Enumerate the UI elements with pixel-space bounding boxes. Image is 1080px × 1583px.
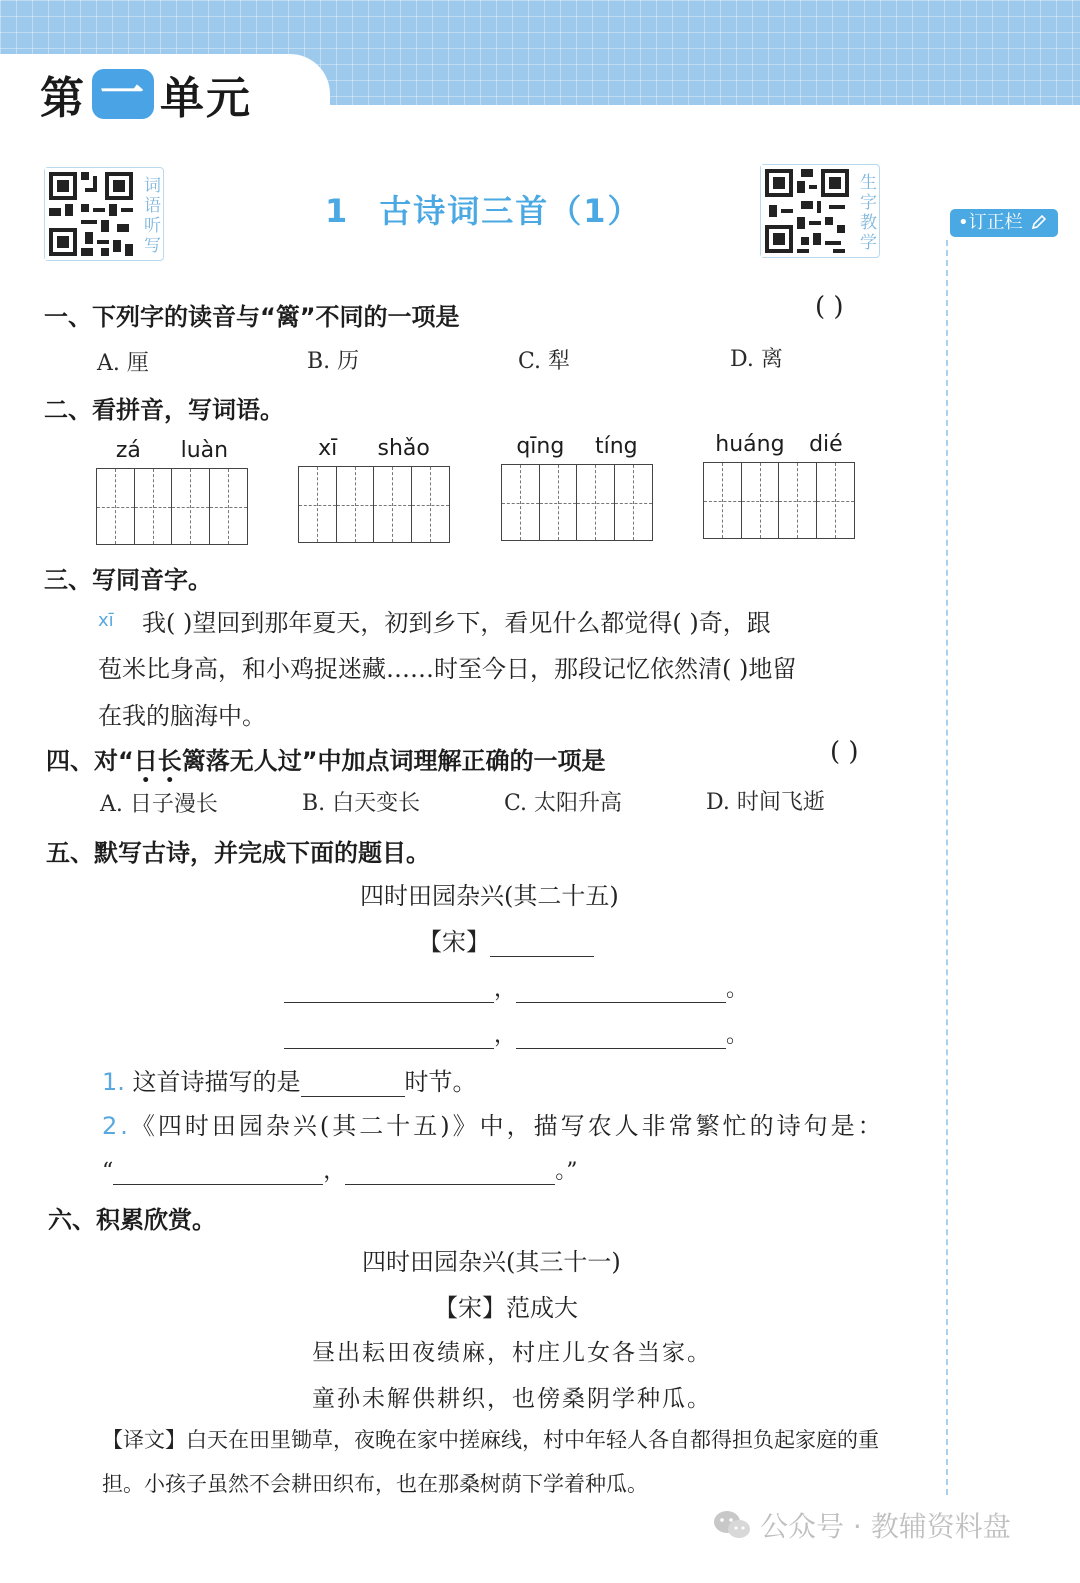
pinyin: tíng <box>595 434 638 459</box>
q6-poem-line-2: 童孙未解供耕织，也傍桑阴学种瓜。 <box>312 1386 712 1412</box>
pinyin-group-1 <box>96 438 248 545</box>
dotted-char: 日 <box>133 747 158 775</box>
qr-code-icon <box>45 168 137 260</box>
q6-title: 六、积累欣赏。 <box>48 1206 216 1234</box>
q5-sub-2: 2.《四时田园杂兴(其二十五)》中，描写农人非常繁忙的诗句是： <box>102 1112 885 1140</box>
pencil-icon <box>1030 213 1048 231</box>
qr-dictation-label: 词语听写 <box>140 176 160 256</box>
q5-sub-2-answer: “ ， 。” <box>102 1159 578 1184</box>
qr-dictation[interactable] <box>44 167 164 261</box>
q4-option-c[interactable]: C. 太阳升高 <box>504 791 623 816</box>
q6-author: 【宋】范成大 <box>434 1294 578 1322</box>
unit-prefix: 第 <box>40 73 86 124</box>
q5-poem-title: 四时田园杂兴(其二十五) <box>360 882 619 910</box>
q4-option-b[interactable]: B. 白天变长 <box>302 791 421 816</box>
q5-sub-1: 1. 这首诗描写的是 时节。 <box>102 1068 477 1096</box>
q1-option-a[interactable]: A. 厘 <box>97 351 149 376</box>
qr-code-icon <box>761 165 853 257</box>
lesson-title-text: 古诗词三首（1） <box>379 192 642 230</box>
pinyin: huáng <box>715 432 785 457</box>
q3-line-1: 我( )望回到那年夏天，初到乡下，看见什么都觉得( )奇，跟 <box>142 609 771 637</box>
q3-pinyin: xī <box>98 610 114 631</box>
author-blank[interactable] <box>490 931 594 957</box>
q5-author-line: 【宋】 <box>418 922 594 957</box>
pinyin-group-2 <box>298 436 450 543</box>
poem-blank[interactable] <box>516 977 726 1003</box>
pinyin-group-3 <box>501 434 653 541</box>
q5-title: 五、默写古诗，并完成下面的题目。 <box>46 839 430 867</box>
poem-blank[interactable] <box>284 977 494 1003</box>
q2-title: 二、看拼音，写词语。 <box>44 396 284 424</box>
pinyin-group-4 <box>703 432 855 539</box>
q4-option-d[interactable]: D. 时间飞逝 <box>706 790 825 815</box>
q6-poem-line-1: 昼出耘田夜绩麻，村庄儿女各当家。 <box>312 1340 712 1366</box>
q1-title: 一、下列字的读音与“篱”不同的一项是 <box>44 303 460 331</box>
q1-answer-paren[interactable]: ( ) <box>815 292 844 322</box>
lesson-number: 1 <box>325 192 350 230</box>
lesson-title <box>325 186 642 232</box>
q4-title: 四、对“日长篱落无人过”中加点词理解正确的一项是 <box>46 747 606 775</box>
q1-option-c[interactable]: C. 犁 <box>518 349 571 374</box>
q1-option-b[interactable]: B. 历 <box>307 349 360 374</box>
answer-blank[interactable] <box>345 1157 555 1185</box>
unit-suffix: 单元 <box>160 73 252 124</box>
unit-number: 一 <box>92 69 154 119</box>
q5-poem-line-2: ， 。 <box>284 1018 748 1049</box>
correction-divider <box>946 240 948 1495</box>
season-blank[interactable] <box>301 1069 405 1097</box>
pinyin: zá <box>115 438 141 463</box>
q6-translation-2: 担。小孩子虽然不会耕田织布，也在那桑树荫下学着种瓜。 <box>102 1472 648 1496</box>
watermark-text: 公众号 · 教辅资料盘 <box>760 1510 1011 1543</box>
pinyin: luàn <box>180 438 229 463</box>
writing-grid[interactable] <box>96 468 248 545</box>
unit-title <box>40 62 252 126</box>
q3-title: 三、写同音字。 <box>44 566 212 594</box>
watermark <box>712 1505 1011 1545</box>
q1-option-d[interactable]: D. 离 <box>730 347 783 372</box>
pinyin: dié <box>809 432 843 457</box>
dotted-char: 长 <box>157 747 182 775</box>
q6-poem-title: 四时田园杂兴(其三十一) <box>362 1248 621 1276</box>
qr-character-teaching[interactable] <box>760 164 880 258</box>
q6-translation-1: 【译文】白天在田里锄草，夜晚在家中搓麻线，村中年轻人各自都得担负起家庭的重 <box>102 1428 879 1452</box>
pinyin: qīng <box>516 434 565 459</box>
poem-blank[interactable] <box>284 1023 494 1049</box>
qr-character-label: 生字教学 <box>856 173 876 253</box>
pinyin: shǎo <box>377 436 430 461</box>
q4-answer-paren[interactable]: ( ) <box>830 737 859 767</box>
writing-grid[interactable] <box>703 462 855 539</box>
q3-line-2: 苞米比身高，和小鸡捉迷藏……时至今日，那段记忆依然清( )地留 <box>98 655 797 683</box>
writing-grid[interactable] <box>501 464 653 541</box>
writing-grid[interactable] <box>298 466 450 543</box>
q4-option-a[interactable]: A. 日子漫长 <box>100 792 218 817</box>
q3-line-3: 在我的脑海中。 <box>98 702 266 730</box>
correction-label: •订正栏 <box>958 212 1023 233</box>
poem-blank[interactable] <box>516 1023 726 1049</box>
correction-column-tag <box>950 209 1058 237</box>
wechat-icon <box>712 1508 752 1542</box>
answer-blank[interactable] <box>113 1157 323 1185</box>
pinyin: xī <box>318 436 338 461</box>
q5-poem-line-1: ， 。 <box>284 972 748 1003</box>
